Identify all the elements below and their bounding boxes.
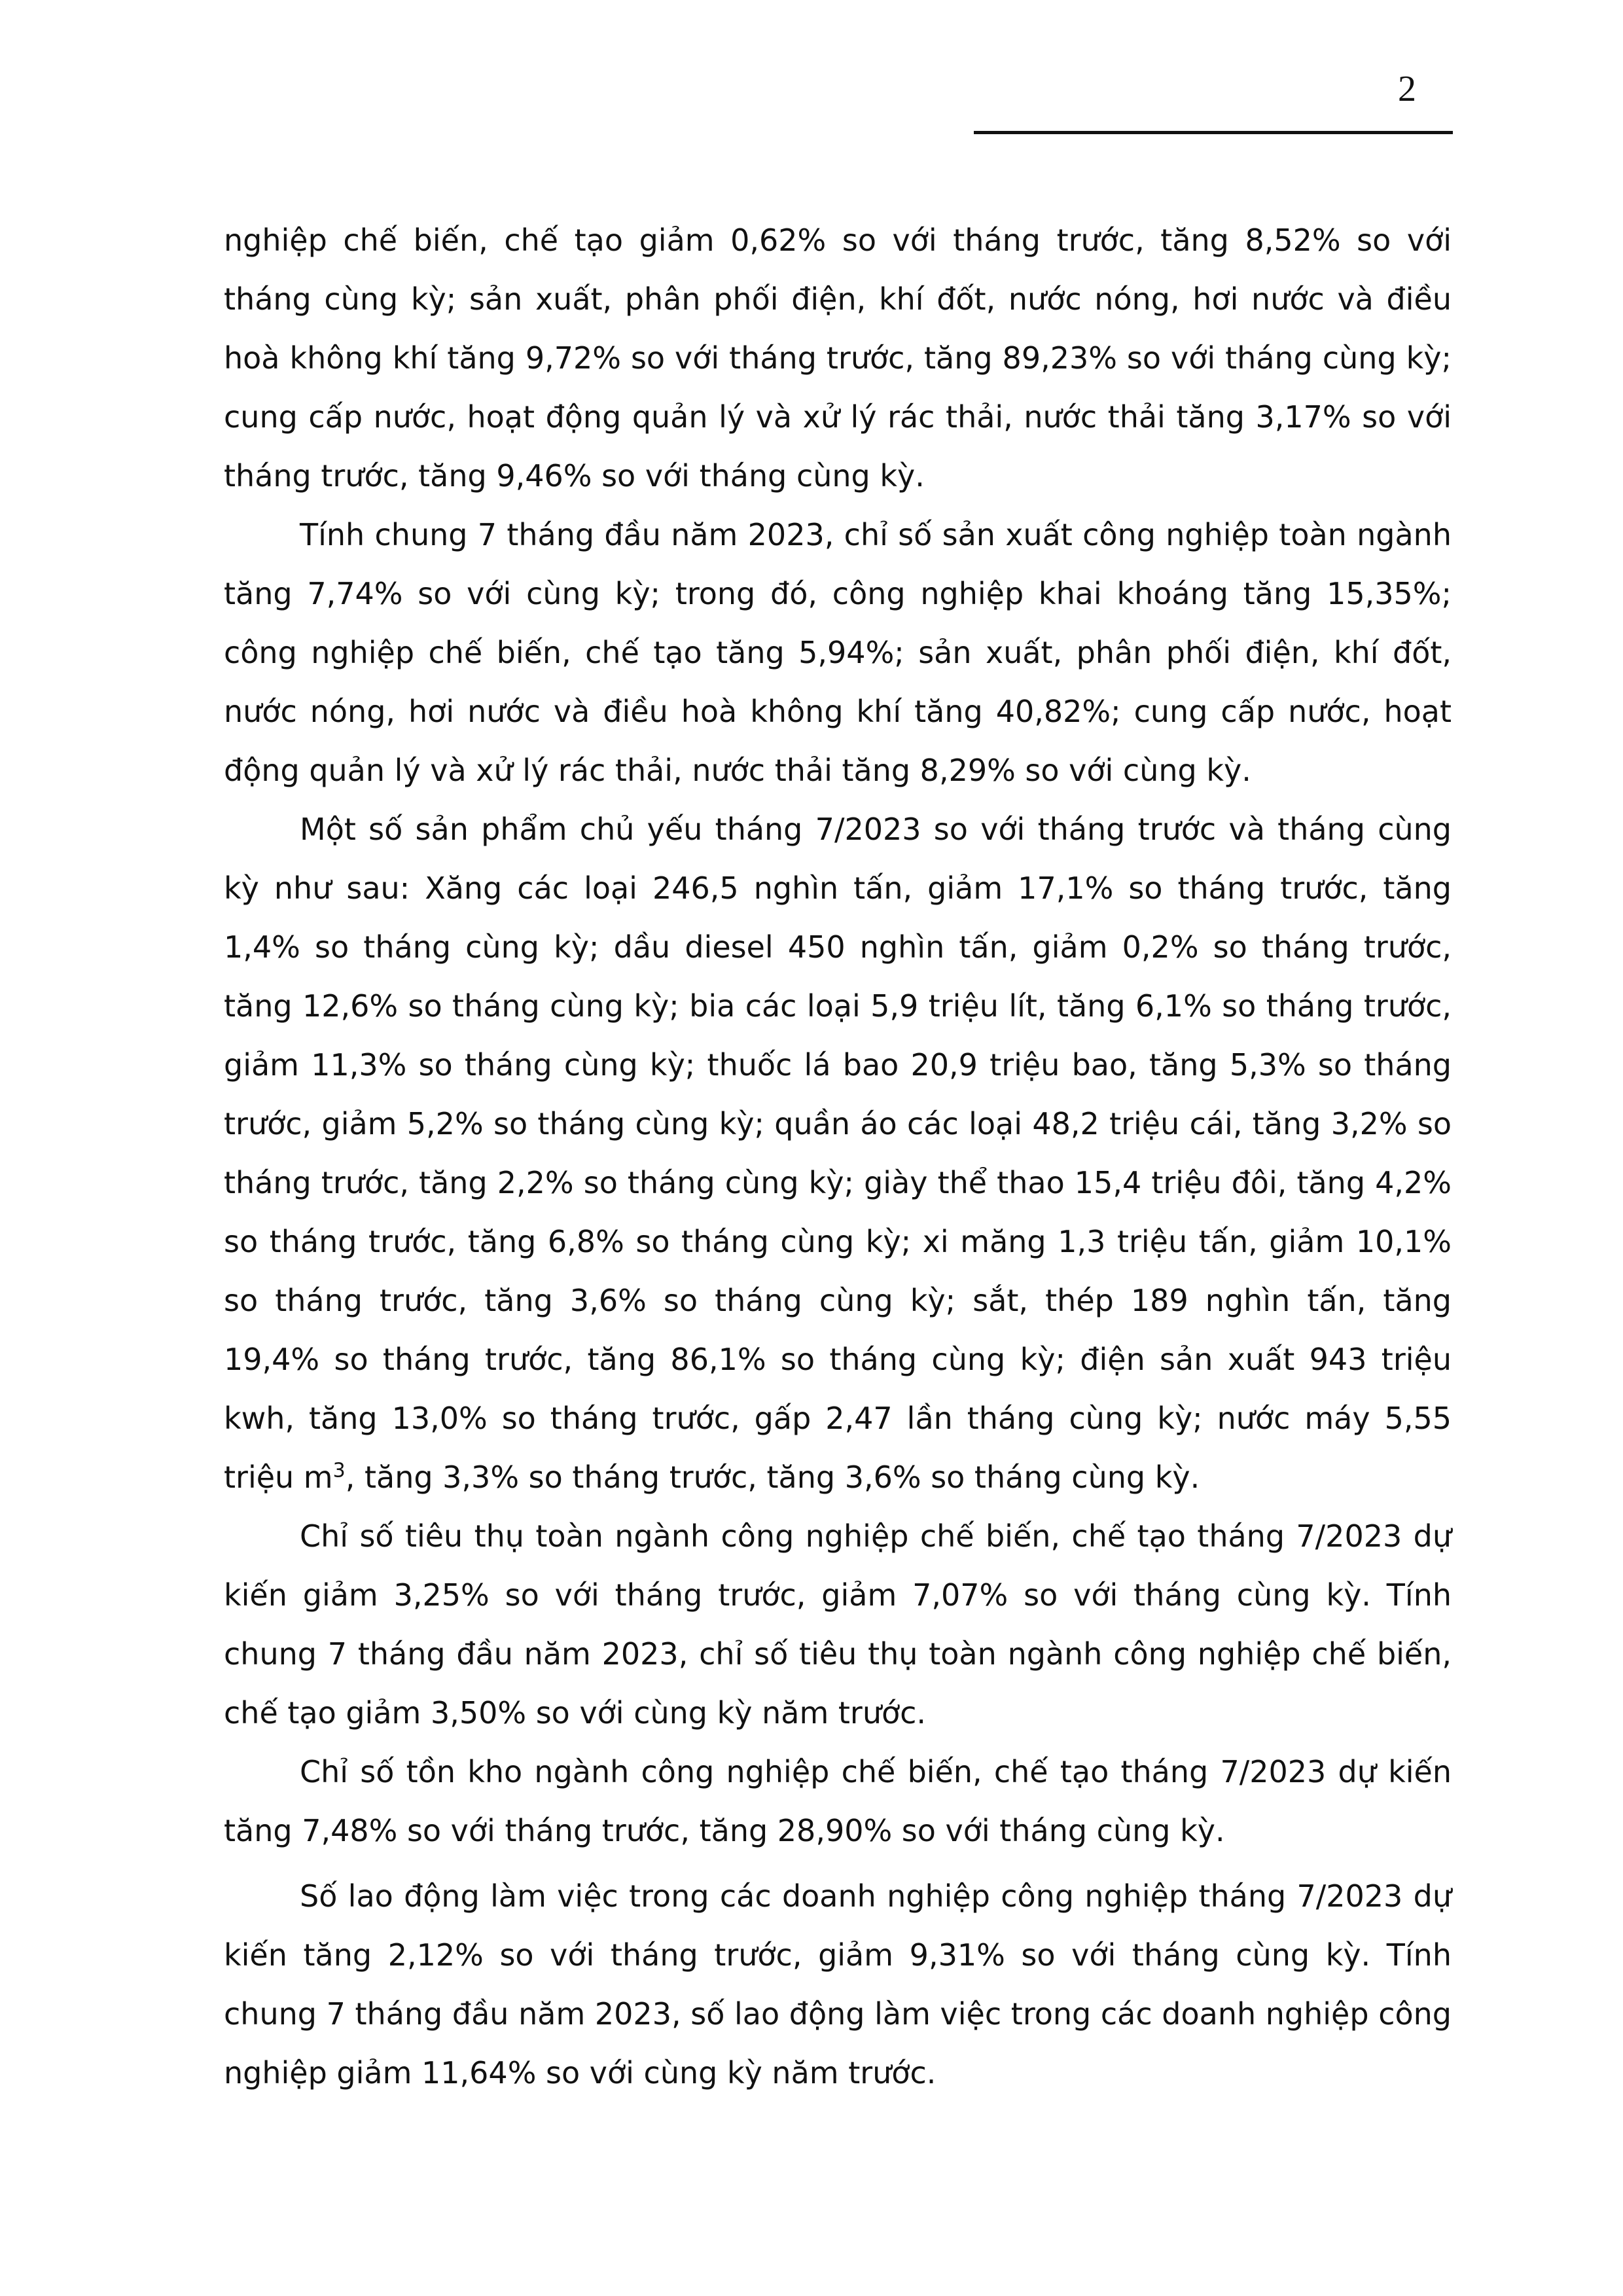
document-body (224, 211, 1452, 2102)
paragraph-inventory-index: Chỉ số tồn kho ngành công nghiệp chế biến, chế tạo tháng 7/2023 dự kiến tăng 7,48% so với tháng trước, tăng 28,90% so với tháng cùng kỳ. (224, 1754, 1452, 1848)
cubic-superscript: 3 (332, 1459, 346, 1482)
header-rule (974, 131, 1453, 134)
paragraph-labour: Số lao động làm việc trong các doanh nghiệp công nghiệp tháng 7/2023 dự kiến tăng 2,12% so với tháng trước, giảm 9,31% so với tháng cùng kỳ. Tính chung 7 tháng đầu năm 2023, số lao động làm việc trong các doanh nghiệp công nghiệp giảm 11,64% so với cùng kỳ năm trước. (224, 1878, 1452, 2090)
page-number: 2 (1398, 69, 1416, 109)
paragraph-industry-continuation: nghiệp chế biến, chế tạo giảm 0,62% so với tháng trước, tăng 8,52% so với tháng cùng kỳ; sản xuất, phân phối điện, khí đốt, nước nóng, hơi nước và điều hoà không khí tăng 9,72% so với tháng trước, tăng 89,23% so với tháng cùng kỳ; cung cấp nước, hoạt động quản lý và xử lý rác thải, nước thải tăng 3,17% so với tháng trước, tăng 9,46% so với tháng cùng kỳ. (224, 223, 1452, 493)
products-text-end: , tăng 3,3% so tháng trước, tăng 3,6% so tháng cùng kỳ. (345, 1460, 1200, 1495)
products-text: Một số sản phẩm chủ yếu tháng 7/2023 so với tháng trước và tháng cùng kỳ như sau: Xăng các loại 246,5 nghìn tấn, giảm 17,1% so tháng trước, tăng 1,4% so tháng cùng kỳ; dầu diesel 450 nghìn tấn, giảm 0,2% so tháng trước, tăng 12,6% so tháng cùng kỳ; bia các loại 5,9 triệu lít, tăng 6,1% so tháng trước, giảm 11,3% so tháng cùng kỳ; thuốc lá bao 20,9 triệu bao, tăng 5,3% so tháng trước, giảm 5,2% so tháng cùng kỳ; quần áo các loại 48,2 triệu cái, tăng 3,2% so tháng trước, tăng 2,2% so tháng cùng kỳ; giày thể thao 15,4 triệu đôi, tăng 4,2% so tháng trước, tăng 6,8% so tháng cùng kỳ; xi măng 1,3 triệu tấn, giảm 10,1% so tháng trước, tăng 3,6% so tháng cùng kỳ; sắt, thép 189 nghìn tấn, tăng 19,4% so tháng trước, tăng 86,1% so tháng cùng kỳ; điện sản xuất 943 triệu kwh, tăng 13,0% so tháng trước, gấp 2,47 lần tháng cùng kỳ; nước máy 5,55 triệu m (224, 812, 1452, 1495)
paragraph-seven-month-index: Tính chung 7 tháng đầu năm 2023, chỉ số sản xuất công nghiệp toàn ngành tăng 7,74% so với cùng kỳ; trong đó, công nghiệp khai khoáng tăng 15,35%; công nghiệp chế biến, chế tạo tăng 5,94%; sản xuất, phân phối điện, khí đốt, nước nóng, hơi nước và điều hoà không khí tăng 40,82%; cung cấp nước, hoạt động quản lý và xử lý rác thải, nước thải tăng 8,29% so với cùng kỳ. (224, 517, 1452, 788)
paragraph-main-products (224, 800, 1452, 1507)
paragraph-consumption-index: Chỉ số tiêu thụ toàn ngành công nghiệp chế biến, chế tạo tháng 7/2023 dự kiến giảm 3,25% so với tháng trước, giảm 7,07% so với tháng cùng kỳ. Tính chung 7 tháng đầu năm 2023, chỉ số tiêu thụ toàn ngành công nghiệp chế biến, chế tạo giảm 3,50% so với cùng kỳ năm trước. (224, 1518, 1452, 1731)
